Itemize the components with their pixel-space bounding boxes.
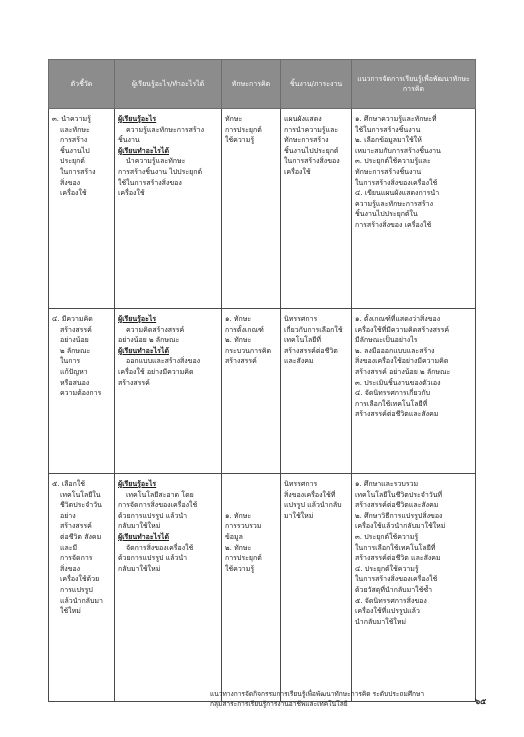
cell-text-line: การประยุกต์	[225, 125, 262, 134]
cell-text-line: และสังคม	[284, 357, 314, 366]
cell-text-line: สิ่งของ	[60, 178, 81, 187]
cell-text-line: และมี	[60, 543, 78, 552]
cell-text-line: ชีวิตประจำวัน	[60, 501, 102, 510]
cell-text-line: ๒. เลือกข้อมูลมาใช้ให้	[355, 136, 422, 145]
page-footer	[210, 689, 472, 709]
cell-text-line: ๑. ตั้งเกณฑ์ที่แสดงว่าสิ่งของ	[355, 315, 441, 323]
cell-indicator	[49, 309, 115, 474]
cell-text-line: หรือสนอง	[60, 378, 90, 387]
cell-text-line: กระบวนการคิด	[225, 346, 272, 355]
cell-text-line: สร้างสรรค์ต่อชีวิต และสังคม	[355, 554, 441, 563]
cell-text-line: ๒. ทักษะ	[225, 336, 252, 345]
cell-text-line: ข้อมูล	[225, 532, 243, 541]
cell-text-line: ความคิดสร้างสรรค์	[126, 325, 185, 334]
cell-text-line: เครื่องใช้ที่แปรรูปแล้ว	[355, 607, 420, 616]
cell-text-line: ชิ้นงานไป	[60, 146, 90, 155]
cell-text-line: มาใช้ใหม่	[284, 511, 314, 520]
cell-text-line: การสร้าง	[60, 136, 88, 145]
cell-text-line: ทักษะ	[225, 115, 243, 123]
cell-text-line: ด้วยการแปรรูป แล้วนำ	[118, 554, 188, 563]
cell-indicator	[49, 109, 115, 309]
cell-text-line: ในการสร้างสิ่งของ	[284, 157, 340, 166]
cell-text-line: เครื่องใช้	[118, 189, 145, 198]
cell-text-line: สร้างสรรค์	[60, 325, 92, 334]
cell-text-line: อย่างน้อย ๒ ลักษณะ	[118, 336, 180, 345]
cell-text-line: การจัดการ	[60, 554, 93, 563]
cell-text-line: เครื่องใช้	[284, 167, 311, 176]
cell-text-line: อย่างน้อย	[60, 336, 89, 345]
header-work: ชิ้นงาน/ภาระงาน	[281, 60, 352, 109]
cell-text-line: เทคโนโลยีในชีวิตประจำวันที่	[355, 490, 443, 499]
cell-text-line: ๓. ประเมินชิ้นงานของตัวเอง	[355, 378, 441, 387]
cell-text-line: เครื่องใช้	[60, 189, 87, 198]
cell-text-line: แก้ปัญหา	[60, 367, 88, 376]
cell-text-line: เทคโนโลยีใน	[60, 490, 101, 499]
cell-text-line: เครื่องใช้แล้วนำกลับมาใช้ใหม่	[355, 522, 446, 531]
cell-text-line: ในการสร้างสิ่งของเครื่องใช้	[355, 575, 438, 584]
table-row	[49, 474, 476, 702]
cell-text-line: ๔. มีความคิด	[52, 315, 93, 323]
cell-text-line: แล้วนำกลับมา	[60, 596, 103, 605]
cell-text-line: ในการสร้างสิ่งของเครื่องใช้	[355, 178, 438, 187]
cell-text-line: กลับมาใช้ใหม่	[118, 564, 161, 573]
cell-text-line: สร้างสรรค์ต่อชีวิตและสังคม	[355, 410, 439, 419]
table-header-row	[49, 60, 476, 109]
cell-text-line: ใช้ใหม่	[60, 607, 81, 616]
cell-text-line: นำความรู้และทักษะ	[126, 157, 186, 166]
cell-skill	[222, 109, 281, 309]
cell-text-line: ๔. จัดนิทรรศการเกี่ยวกับ	[355, 389, 431, 398]
header-learn: ผู้เรียนรู้อะไร/ทำอะไรได้	[115, 60, 222, 109]
cell-text-line: ด้วยการแปรรูป แล้วนำ	[118, 511, 188, 520]
cell-text-line: ใช้ในการสร้างสิ่งของ	[118, 178, 182, 187]
cell-text-line: ความต้องการ	[60, 389, 102, 398]
cell-text-line: สร้างสรรค์	[60, 522, 92, 531]
cell-work	[281, 309, 352, 474]
cell-skill	[222, 309, 281, 474]
cell-text-line: เหมาะสมกับการสร้างชิ้นงาน	[355, 146, 441, 155]
cell-text-line: เครื่องใช้ที่มีความคิดสร้างสรรค์	[355, 325, 450, 334]
cell-text-line: ชิ้นงานไปประยุกต์	[284, 146, 339, 155]
cell-text-line: ๒. ลงมือออกแบบและสร้าง	[355, 346, 435, 355]
cell-text-line: การตั้งเกณฑ์	[225, 325, 264, 334]
cell-text-line: ความรู้และทักษะการสร้าง	[355, 199, 434, 208]
cell-approach	[352, 474, 476, 702]
cell-text-line: ออกแบบและสร้างสิ่งของ	[126, 357, 201, 366]
header-skill: ทักษะการคิด	[222, 60, 281, 109]
cell-text-line: ทักษะการสร้าง	[284, 136, 329, 145]
cell-text-line: ๒. ศึกษาวิธีการแปรรูปสิ่งของ	[355, 511, 443, 520]
cell-text-line: การสร้างชิ้นงาน ไปประยุกต์	[118, 167, 203, 176]
cell-text-line: เทคโนโลยีที่	[284, 336, 321, 345]
cell-text-line	[225, 479, 277, 490]
cell-text-line: สิ่งของเครื่องใช้อย่างมีความคิด	[355, 357, 449, 366]
cell-text-line: ประยุกต์	[60, 157, 85, 166]
cell-text-line: ผู้เรียนทำอะไรได้	[118, 532, 169, 541]
cell-text-line: การประยุกต์	[225, 554, 262, 563]
cell-learn	[115, 474, 222, 702]
cell-text-line: ผู้เรียนรู้อะไร	[118, 115, 157, 123]
cell-text-line: อย่าง	[60, 511, 76, 520]
cell-text-line: สร้างสรรค์ต่อชีวิตและสังคม	[355, 501, 439, 510]
cell-text-line: ๕. เลือกใช้	[52, 480, 86, 488]
cell-text-line: เกี่ยวกับการเลือกใช้	[284, 325, 343, 334]
curriculum-table	[48, 59, 476, 702]
cell-text-line: ๑. ทักษะ	[225, 511, 252, 520]
cell-text-line: ๕. จัดนิทรรศการสิ่งของ	[355, 596, 427, 605]
cell-approach	[352, 309, 476, 474]
cell-text-line: นำกลับมาใช้ใหม่	[355, 617, 407, 626]
cell-text-line: ๑. ศึกษาและรวบรวม	[355, 480, 419, 488]
footer-line-1: แนวทางการจัดกิจกรรมการเรียนรู้เพื่อพัฒนาทักษะการคิด ระดับประถมศึกษา	[210, 690, 425, 698]
cell-text-line: ในการสร้าง	[60, 167, 96, 176]
cell-text-line	[225, 490, 277, 501]
cell-work	[281, 109, 352, 309]
cell-text-line: ต่อชีวิต สังคม	[60, 532, 102, 541]
cell-text-line: ๔. ประยุกต์ใช้ความรู้	[355, 564, 419, 573]
cell-text-line: ๒. ทักษะ	[225, 543, 252, 552]
cell-text-line: ๓. นำความรู้	[52, 115, 91, 123]
cell-text-line: ๑. ศึกษาความรู้และทักษะที่	[355, 115, 437, 123]
header-indicator: ตัวชี้วัด	[49, 60, 115, 109]
footer-line-2: กลุ่มสาระการเรียนรู้การงานอาชีพและเทคโนโลยี	[210, 700, 348, 708]
cell-text-line: ด้วยวัสดุที่นำกลับมาใช้ซ้ำ	[355, 585, 433, 594]
cell-text-line: ชิ้นงาน	[118, 136, 140, 145]
cell-learn	[115, 309, 222, 474]
cell-text-line: ใช้ความรู้	[225, 564, 255, 573]
cell-text-line: ๒ ลักษณะ	[60, 346, 91, 355]
cell-text-line: และทักษะ	[60, 125, 90, 134]
cell-text-line: ในการเลือกใช้เทคโนโลยีที่	[355, 543, 436, 552]
cell-text-line: ๔. เขียนแผนผังแสดงการนำ	[355, 189, 440, 198]
cell-text-line: กลับมาใช้ใหม่	[118, 522, 161, 531]
cell-text-line: ใช้ความรู้	[225, 136, 255, 145]
cell-text-line: มีลักษณะเป็นอย่างไร	[355, 336, 418, 345]
cell-text-line: การจัดการสิ่งของเครื่องใช้	[118, 501, 198, 510]
cell-text-line: สร้างสรรค์	[118, 378, 150, 387]
cell-text-line: ทักษะการสร้างชิ้นงาน	[355, 167, 422, 176]
cell-text-line: การรวบรวม	[225, 522, 262, 531]
cell-text-line: จัดการสิ่งของเครื่องใช้	[126, 543, 194, 552]
cell-text-line: สิ่งของเครื่องใช้ที่	[284, 490, 336, 499]
cell-text-line: ๑. ทักษะ	[225, 315, 252, 323]
page-number: ๖๕	[475, 697, 487, 706]
cell-learn	[115, 109, 222, 309]
cell-text-line	[225, 500, 277, 511]
cell-text-line: ๓. ประยุกต์ใช้ความรู้	[355, 532, 419, 541]
cell-text-line: การแปรรูป	[60, 585, 93, 594]
cell-text-line: ชิ้นงานไปประยุกต์ใน	[355, 210, 418, 219]
cell-text-line: เครื่องใช้ อย่างมีความคิด	[118, 367, 194, 376]
cell-text-line: ความรู้และทักษะการสร้าง	[126, 125, 205, 134]
table-row	[49, 309, 476, 474]
cell-text-line: ผู้เรียนรู้อะไร	[118, 315, 157, 323]
cell-text-line: ผู้เรียนทำอะไรได้	[118, 346, 169, 355]
cell-text-line: สิ่งของ	[60, 564, 81, 573]
cell-text-line: ๓. ประยุกต์ใช้ความรู้และ	[355, 157, 431, 166]
cell-approach	[352, 109, 476, 309]
cell-indicator	[49, 474, 115, 702]
cell-text-line: ผู้เรียนทำอะไรได้	[118, 146, 169, 155]
cell-work	[281, 474, 352, 702]
cell-text-line: เทคโนโลยีสะอาด โดย	[126, 490, 194, 499]
cell-text-line: ใช้ในการสร้างชิ้นงาน	[355, 125, 421, 134]
cell-text-line: การสร้างสิ่งของ เครื่องใช้	[355, 220, 432, 229]
cell-text-line: นิทรรศการ	[284, 480, 318, 488]
cell-text-line: ในการ	[60, 357, 81, 366]
cell-text-line: เครื่องใช้ด้วย	[60, 575, 100, 584]
cell-text-line: สร้างสรรค์ต่อชีวิต	[284, 346, 338, 355]
cell-text-line: นิทรรศการ	[284, 315, 318, 323]
cell-text-line: การนำความรู้และ	[284, 125, 339, 134]
cell-text-line: สร้างสรรค์	[225, 357, 257, 366]
cell-text-line: ผู้เรียนรู้อะไร	[118, 480, 157, 488]
cell-text-line: สร้างสรรค์ อย่างน้อย ๒ ลักษณะ	[355, 367, 451, 376]
cell-skill	[222, 474, 281, 702]
table-row	[49, 109, 476, 309]
cell-text-line: การเลือกใช้เทคโนโลยีที่	[355, 399, 428, 408]
cell-text-line: แผนผังแสดง	[284, 115, 322, 123]
header-approach: แนวการจัดการเรียนรู้เพื่อพัฒนาทักษะการคิด	[352, 60, 476, 109]
cell-text-line: แปรรูป แล้วนำกลับ	[284, 501, 342, 510]
